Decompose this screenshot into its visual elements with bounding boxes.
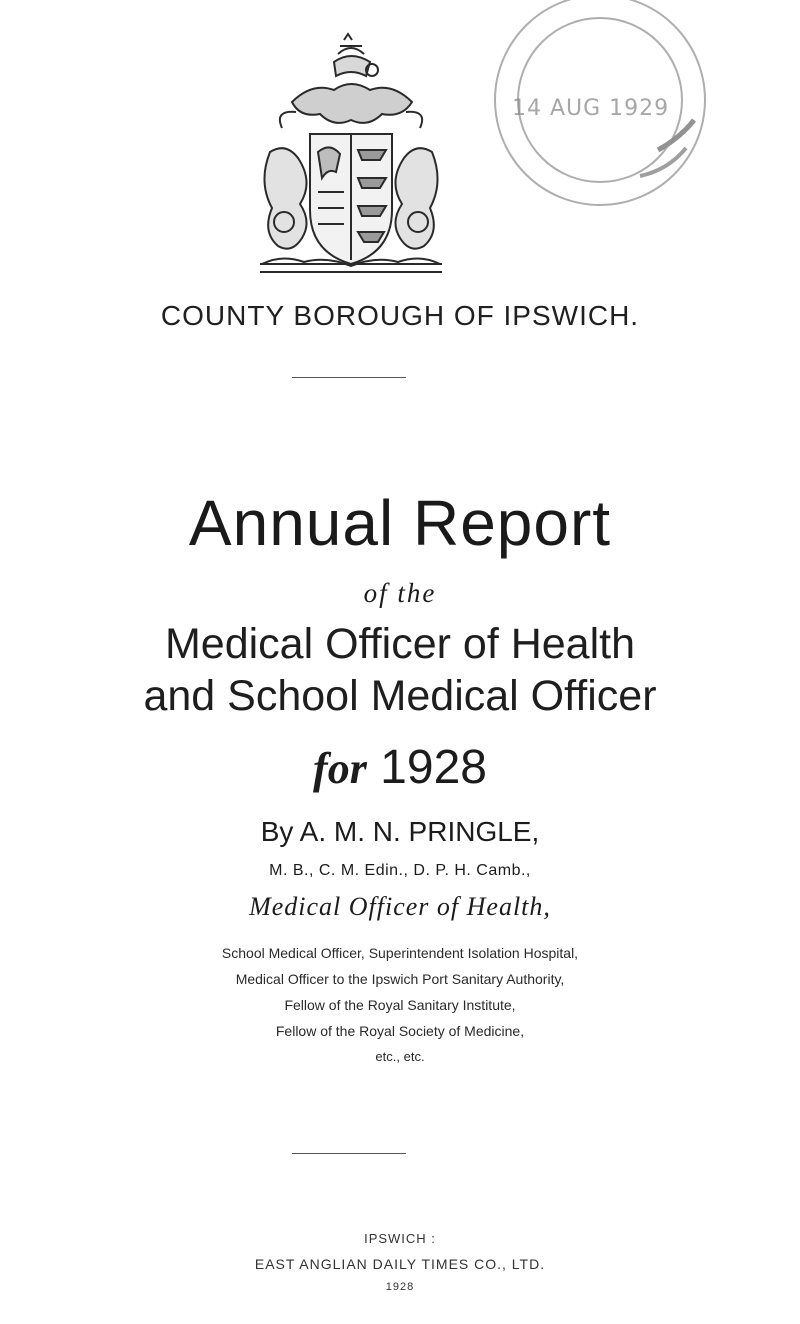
report-title: Annual Report xyxy=(188,487,612,559)
report-year-line xyxy=(0,740,800,795)
title-year: 1928 xyxy=(380,741,487,794)
author-degrees: M. B., C. M. Edin., D. P. H. Camb., xyxy=(269,862,531,879)
author-detail-3: Fellow of the Royal Sanitary Institute, xyxy=(284,997,516,1013)
borough-coat-of-arms-icon xyxy=(252,32,450,276)
title-line-2: and School Medical Officer xyxy=(143,672,657,720)
imprint-publisher: EAST ANGLIAN DAILY TIMES CO., LTD. xyxy=(254,1256,546,1272)
author-detail-4: Fellow of the Royal Society of Medicine, xyxy=(275,1023,525,1039)
divider-bottom xyxy=(292,1153,406,1154)
imprint-year: 1928 xyxy=(385,1281,415,1293)
author-name: By A. M. N. PRINGLE, xyxy=(260,816,540,847)
title-of-the: of the xyxy=(363,578,437,608)
author-detail-2: Medical Officer to the Ipswich Port Sanitary Authority, xyxy=(235,971,565,987)
title-for: for xyxy=(313,744,367,793)
imprint-place: IPSWICH : xyxy=(364,1231,436,1246)
divider-top xyxy=(292,377,406,378)
title-line-1: Medical Officer of Health xyxy=(164,620,636,668)
library-receipt-stamp-icon xyxy=(480,0,710,225)
author-role: Medical Officer of Health, xyxy=(249,892,551,921)
author-detail-5: etc., etc. xyxy=(375,1049,425,1064)
stamp-date: 14 AUG 1929 xyxy=(512,96,670,121)
borough-name: COUNTY BOROUGH OF IPSWICH. xyxy=(160,300,640,331)
author-detail-1: School Medical Officer, Superintendent Isolation Hospital, xyxy=(221,945,579,961)
